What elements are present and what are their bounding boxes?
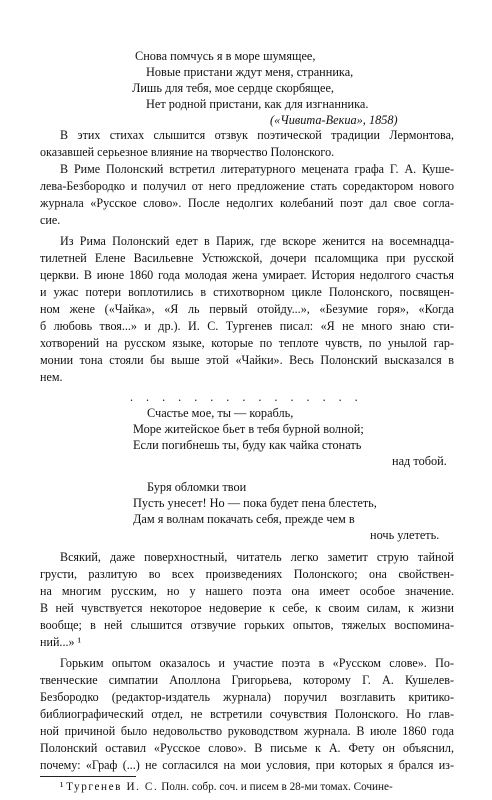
- paragraph-line: вообще; в ней слышится отзвучие горьких опытов, тяжелых воспомина-: [40, 618, 454, 632]
- paragraph-line: Полонский оставил «Русское слово». В письме к А. Фету он объяснил,: [40, 741, 454, 755]
- paragraph-line: В этих стихах слышится отзвук поэтической традиции Лермонтова,: [60, 128, 454, 142]
- paragraph-line: на многим русским, но у нашего поэта она имеет особое значение.: [40, 584, 454, 598]
- paragraph-line: Всякий, даже поверхностный, читатель легко заметит струю тайной: [60, 550, 454, 564]
- paragraph-line: нем.: [40, 370, 63, 384]
- poem-line: Дам я волнам покачать себя, прежде чем в: [133, 512, 355, 526]
- footnote-text: Полн. собр. соч. и писем в 28-ми томах. Сочине-: [161, 781, 393, 793]
- paragraph-line: грусти, разлитую во всех произведениях Полонского; она свойствен-: [40, 567, 454, 581]
- paragraph-line: ной причиной было недовольство руководством журнала. В июле 1860 года: [40, 724, 454, 738]
- footnote-rule: [40, 776, 136, 777]
- footnote-marker: ¹: [60, 781, 64, 793]
- paragraph-line: тилетней Елене Васильевне Устюжской, дочери псаломщика при русской: [40, 251, 454, 265]
- paragraph-line: церкви. В июне 1860 года молодая жена умирает. История недолгого счастья: [40, 268, 454, 282]
- paragraph-line: ний...» ¹: [40, 635, 82, 649]
- ellipsis-divider: . . . . . . . . . . . . . . .: [130, 390, 363, 404]
- paragraph-line: оказавшей серьезное влияние на творчество Полонского.: [40, 145, 335, 159]
- footnote-author: Тургенев И. С.: [66, 781, 159, 793]
- footnote-line: [60, 779, 393, 796]
- paragraph-line: журнала «Русское слово». После недолгих колебаний поэт дал свое согла-: [40, 196, 454, 210]
- poem-line: Пусть унесет! Но — пока будет пена блестеть,: [133, 496, 377, 510]
- epigraph-line: Нет родной пристани, как для изгнанника.: [146, 97, 369, 111]
- paragraph-line: библиографический отдел, не встретили сочувствия Полонского. Но глав-: [40, 707, 454, 721]
- paragraph-line: сие.: [40, 213, 61, 227]
- epigraph-line: Лишь для тебя, мое сердце скорбящее,: [132, 81, 334, 95]
- paragraph-line: Безбородко (редактор-издатель журнала) поручил возглавить критико-: [40, 690, 454, 704]
- paragraph-line: почему: «Граф (...) не согласился на мои условия, при которых я брался из-: [40, 758, 454, 772]
- paragraph-line: Горьким опытом оказалось и участие поэта в «Русском слове». По-: [60, 656, 454, 670]
- paragraph-line: лева-Безбородко и получил от него предложение стать соредактором нового: [40, 179, 454, 193]
- poem-line: Буря обломки твои: [147, 480, 247, 494]
- poem-line-tail: ночь улететь.: [370, 528, 440, 542]
- paragraph-line: б любовь твоя...» и др.). И. С. Тургенев писал: «Я не много знаю сти-: [40, 319, 454, 333]
- poem-line: Если погибнешь ты, буду как чайка стонать: [133, 438, 362, 452]
- paragraph-line: хотворений на русском языке, которые по теплоте чувств, по унылой гар-: [40, 336, 454, 350]
- epigraph-source: («Чивита-Векиа», 1858): [270, 113, 398, 127]
- paragraph-line: и ужас потери воплотились в стихотворном цикле Полонского, посвящен-: [40, 285, 454, 299]
- poem-line-tail: над тобой.: [392, 454, 447, 468]
- paragraph-line: твенческие симпатии Аполлона Григорьева, которому Г. А. Кушелев-: [40, 673, 454, 687]
- poem-line: Счастье мое, ты — корабль,: [147, 406, 294, 420]
- paragraph-line: В ней чувствуется некоторое недоверие к себе, к своим силам, к жизни: [40, 601, 454, 615]
- poem-line: Море житейское бьет в тебя бурной волной;: [133, 422, 364, 436]
- paragraph-line: ном жене («Чайка», «Я ль первый отойду...», «Безумие горя», «Когда: [40, 302, 454, 316]
- epigraph-line: Снова помчусь я в море шумящее,: [135, 49, 316, 63]
- epigraph-line: Новые пристани ждут меня, странника,: [146, 65, 354, 79]
- paragraph-line: Из Рима Полонский едет в Париж, где вскоре женится на восемнадца-: [60, 234, 454, 248]
- paragraph-line: В Риме Полонский встретил литературного мецената графа Г. А. Кушe-: [60, 162, 454, 176]
- paragraph-line: монии тона стояли бы выше этой «Чайки». Весь Полонский высказался в: [40, 353, 454, 367]
